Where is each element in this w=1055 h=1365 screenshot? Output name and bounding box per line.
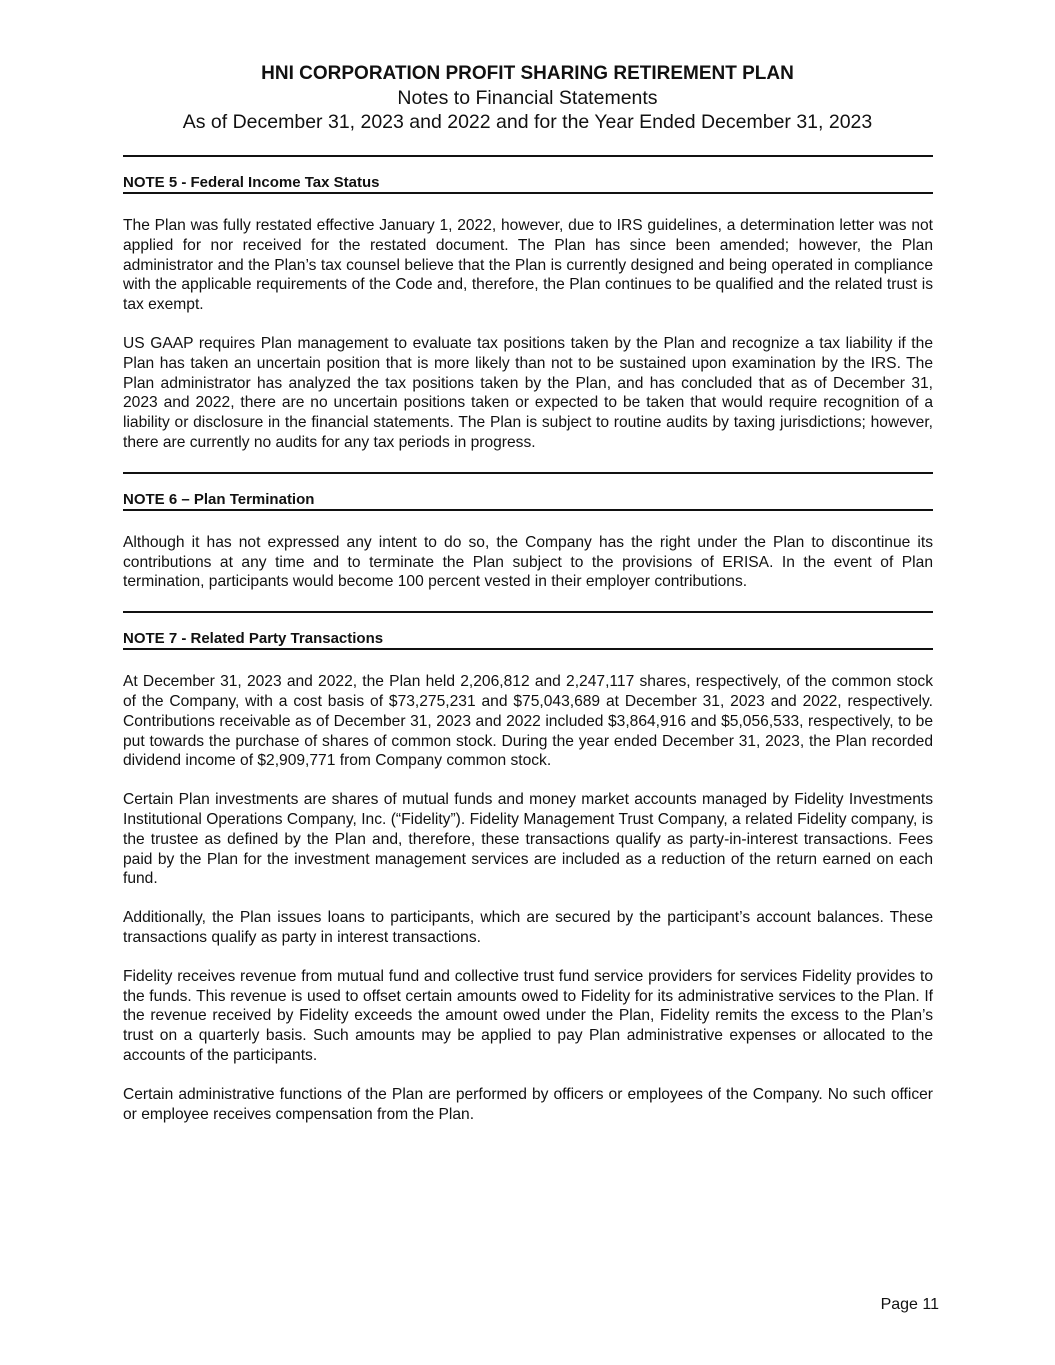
note7-heading: NOTE 7 - Related Party Transactions [123,630,384,648]
document-subtitle: Notes to Financial Statements [397,87,658,109]
note7-paragraph: Fidelity receives revenue from mutual fund and collective trust fund service providers for services Fidelity provides to the funds. This revenue is used to offset certain amounts owed to Fidelity for its administrative services to the Plan. If the revenue received by Fidelity exceeds the amount owed under the Plan, Fidelity remits the excess to the Plan’s trust on a quarterly basis. Such amounts may be applied to pay Plan administrative expenses or allocated to the accounts of the participants. [123,967,933,1064]
note6-paragraph: Although it has not expressed any intent to do so, the Company has the right under the Plan to discontinue its contributions at any time and to terminate the Plan subject to the provisions of ERISA. In the event of Plan termination, participants would become 100 percent vested in their employer contributions. [123,533,933,591]
note7-paragraph: Certain Plan investments are shares of mutual funds and money market accounts managed by Fidelity Investments Institutional Operations Company, Inc. (“Fidelity”). Fidelity Management Trust Company, a related Fidelity company, is the trustee as defined by the Plan and, therefore, these transactions qualify as party-in-interest transactions. Fees paid by the Plan for the investment management services are included as a reduction of the return earned on each fund. [123,791,933,888]
note6-heading: NOTE 6 – Plan Termination [123,490,315,508]
section-divider [123,509,933,511]
document-period: As of December 31, 2023 and 2022 and for the Year Ended December 31, 2023 [182,111,873,133]
note5-paragraph: The Plan was fully restated effective January 1, 2022, however, due to IRS guidelines, a determination letter was not applied for nor received for the restated document. The Plan has since been amended; however, the Plan administrator and the Plan’s tax counsel believe that the Plan is currently designed and being operated in compliance with the applicable requirements of the Code and, therefore, the Plan continues to be qualified and the related trust is tax exempt. [123,217,933,314]
document-header [0,62,1055,134]
page-number: Page 11 [880,1296,939,1313]
section-divider [123,648,933,650]
note7-paragraph: Certain administrative functions of the Plan are performed by officers or employees of the Company. No such officer or employee receives compensation from the Plan. [123,1085,933,1123]
section-divider [123,192,933,194]
notes-content [123,155,933,1143]
document-title: HNI CORPORATION PROFIT SHARING RETIREMENT PLAN [261,63,794,84]
note5-paragraph: US GAAP requires Plan management to evaluate tax positions taken by the Plan and recognize a tax liability if the Plan has taken an uncertain position that is more likely than not to be sustained upon examination by the IRS. The Plan administrator has analyzed the tax positions taken by the Plan, and has concluded that as of December 31, 2023 and 2022, there are no uncertain positions taken or expected to be taken that would require recognition of a liability or disclosure in the financial statements. The Plan is subject to routine audits by taxing jurisdictions; however, there are currently no audits for any tax periods in progress. [123,334,933,451]
note7-paragraph: At December 31, 2023 and 2022, the Plan held 2,206,812 and 2,247,117 shares, respectively, of the common stock of the Company, with a cost basis of $73,275,231 and $75,043,689 at December 31, 2023 and 2022, respectively. Contributions receivable as of December 31, 2023 and 2022 included $3,864,916 and $5,056,533, respectively, to be put towards the purchase of shares of common stock. During the year ended December 31, 2023, the Plan recorded dividend income of $2,909,771 from Company common stock. [123,673,933,770]
note7-paragraph: Additionally, the Plan issues loans to participants, which are secured by the participant’s account balances. These transactions qualify as party in interest transactions. [123,909,933,946]
note5-heading: NOTE 5 - Federal Income Tax Status [123,174,380,191]
